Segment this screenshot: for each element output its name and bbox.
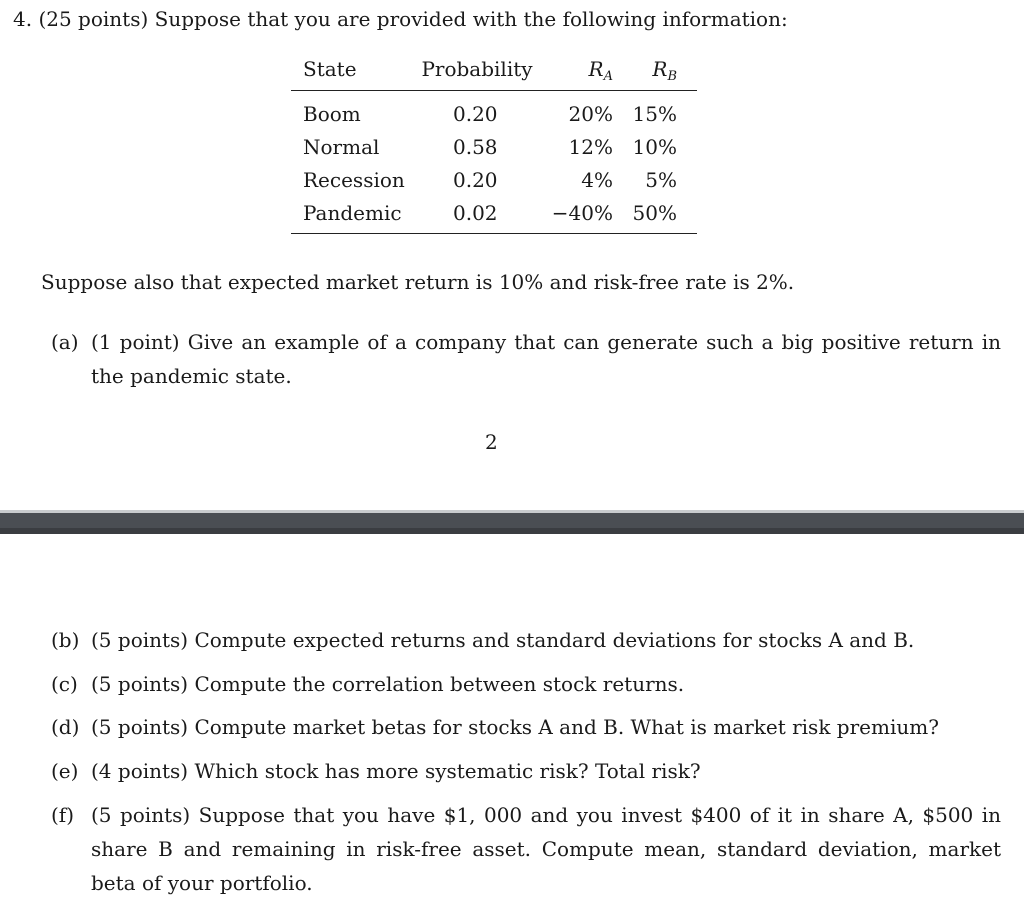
- row-recession-probability: 0.20: [453, 168, 498, 192]
- header-return-a: [541, 56, 613, 90]
- page-number: 2: [485, 430, 498, 454]
- row-normal-probability: 0.58: [453, 135, 498, 159]
- market-assumption: Suppose also that expected market return is 10% and risk-free rate is 2%.: [41, 270, 795, 294]
- row-boom-return-a: 20%: [568, 102, 613, 126]
- table-mid-rule: [291, 90, 697, 91]
- part-c-text: (5 points) Compute the correlation between stock returns.: [91, 672, 685, 696]
- row-pandemic-return-b: 50%: [632, 201, 677, 225]
- part-d-label: (d): [51, 715, 80, 739]
- part-d-text: (5 points) Compute market betas for stocks A and B. What is market risk premium?: [91, 715, 939, 739]
- part-b: [51, 623, 1001, 657]
- part-c-label: (c): [51, 672, 78, 696]
- part-a-label: (a): [51, 330, 79, 354]
- row-recession-return-a: 4%: [581, 168, 613, 192]
- table-bottom-rule: [291, 233, 697, 234]
- header-return-b-symbol: R: [652, 57, 668, 81]
- part-b-label: (b): [51, 628, 80, 652]
- part-a-text: (1 point) Give an example of a company that can generate such a big positive return in the pandemic state.: [91, 330, 1001, 388]
- row-pandemic-return-a: −40%: [551, 201, 613, 225]
- part-d: [51, 710, 1001, 744]
- part-c: [51, 667, 1001, 701]
- row-boom-state: Boom: [303, 102, 361, 126]
- part-b-text: (5 points) Compute expected returns and standard deviations for stocks A and B.: [91, 628, 915, 652]
- row-boom-probability: 0.20: [453, 102, 498, 126]
- header-return-a-subscript: A: [603, 69, 613, 84]
- row-normal-return-a: 12%: [568, 135, 613, 159]
- header-probability: Probability: [421, 57, 533, 81]
- row-recession-state: Recession: [303, 168, 405, 192]
- header-return-b: [621, 56, 677, 90]
- part-e: [51, 754, 1001, 788]
- part-f: [51, 798, 1001, 908]
- question-heading: 4. (25 points) Suppose that you are provided with the following information:: [13, 7, 788, 31]
- row-pandemic-state: Pandemic: [303, 201, 402, 225]
- header-state: State: [303, 57, 357, 81]
- row-normal-return-b: 10%: [632, 135, 677, 159]
- row-pandemic-probability: 0.02: [453, 201, 498, 225]
- page-break-divider: [0, 510, 1024, 534]
- header-return-b-subscript: B: [667, 69, 677, 84]
- part-f-label: (f): [51, 803, 75, 827]
- header-return-a-symbol: R: [588, 57, 604, 81]
- row-normal-state: Normal: [303, 135, 380, 159]
- row-boom-return-b: 15%: [632, 102, 677, 126]
- row-recession-return-b: 5%: [645, 168, 677, 192]
- part-e-label: (e): [51, 759, 79, 783]
- part-f-text: (5 points) Suppose that you have $1, 000 and you invest $400 of it in share A, $500 in share B and remaining in risk-free asset. Compute mean, standard deviation, market beta of your portfolio.: [91, 803, 1001, 895]
- part-a: [51, 325, 1001, 395]
- part-e-text: (4 points) Which stock has more systematic risk? Total risk?: [91, 759, 701, 783]
